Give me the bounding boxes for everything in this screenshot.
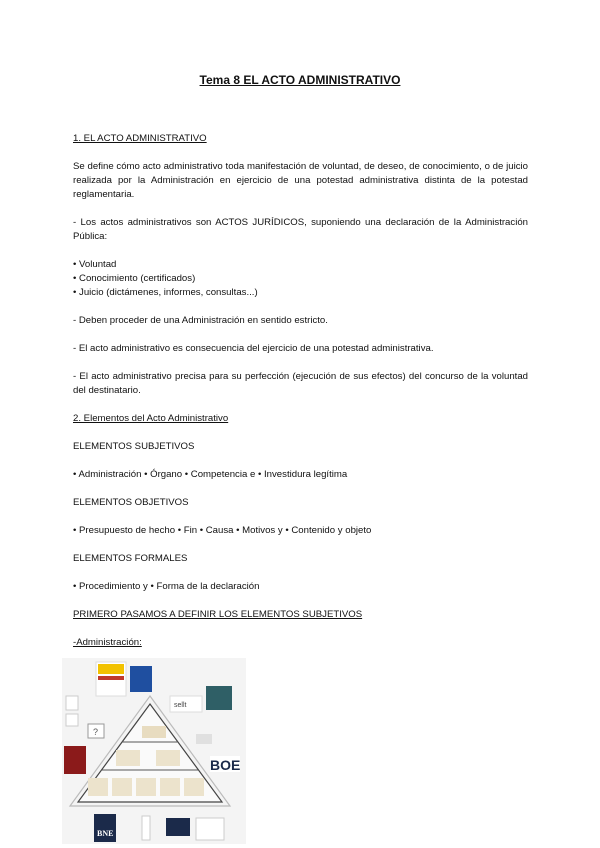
side-tag [196,734,212,744]
section-1-heading: 1. EL ACTO ADMINISTRATIVO [73,133,207,144]
ministry-logo-yellow-band [98,664,124,674]
list-item-juicio: • Juicio (dictámenes, informes, consultas...) [73,287,258,298]
ministry-logo-red-band [98,676,124,680]
section-1-paragraph-4: - El acto administrativo es consecuencia del ejercicio de una potestad administrativa. [73,343,434,354]
shield-icon [66,696,78,710]
administracion-heading: -Administración: [73,637,142,648]
pyramid-base-tile-2 [112,778,132,796]
boe-logo-text: BOE [210,757,241,773]
bne-logo-text: BNE [97,829,114,838]
administration-logos-figure [62,658,246,844]
elementos-objetivos-items: • Presupuesto de hecho • Fin • Causa • Motivos y • Contenido y objeto [73,525,372,536]
unknown-logo-text: ? [93,727,99,737]
institution-logo-dark [166,818,190,836]
pyramid-diagram [62,658,246,844]
seal-logo [196,818,224,840]
pyramid-base-tile-3 [136,778,156,796]
pyramid-base-tile-5 [184,778,204,796]
pyramid-base-tile-1 [88,778,108,796]
elementos-formales-label: ELEMENTOS FORMALES [73,553,188,564]
section-1-paragraph-1: Se define cómo acto administrativo toda manifestación de voluntad, de deseo, de conocimiento, o de juicio realizada por la Administración en ejercicio de una potestad administrativa distinta de la potestad reglamentaria. [73,161,528,200]
elementos-objetivos-label: ELEMENTOS OBJETIVOS [73,497,189,508]
red-institution-logo [64,746,86,774]
elementos-formales-items: • Procedimiento y • Forma de la declaración [73,581,260,592]
document-title: Tema 8 EL ACTO ADMINISTRATIVO [199,73,401,87]
pyramid-base-tile-4 [160,778,180,796]
pyramid-mid-tile-right [156,750,180,766]
teal-agency-logo [206,686,232,710]
list-item-voluntad: • Voluntad [73,259,117,270]
pyramid-mid-tile-left [116,750,140,766]
list-item-conocimiento: • Conocimiento (certificados) [73,273,196,284]
elementos-subjetivos-label: ELEMENTOS SUBJETIVOS [73,441,195,452]
vertical-logo [142,816,150,840]
blue-agency-logo [130,666,152,692]
section-1-paragraph-3: - Deben proceder de una Administración en sentido estricto. [73,315,328,326]
section-1-paragraph-2: - Los actos administrativos son ACTOS JURÍDICOS, suponiendo una declaración de la Administración Pública: [73,217,528,242]
section-1-paragraph-5: - El acto administrativo precisa para su perfección (ejecución de sus efectos) del concurso de la voluntad del destinatario. [73,371,528,396]
primero-heading: PRIMERO PASAMOS A DEFINIR LOS ELEMENTOS SUBJETIVOS [73,609,363,620]
pyramid-top-tile [142,726,166,738]
section-2-heading: 2. Elementos del Acto Administrativo [73,413,229,424]
elementos-subjetivos-items: • Administración • Órgano • Competencia e • Investidura legítima [73,469,348,480]
crest-icon [66,714,78,726]
sellt-logo-text: sellt [174,702,187,709]
